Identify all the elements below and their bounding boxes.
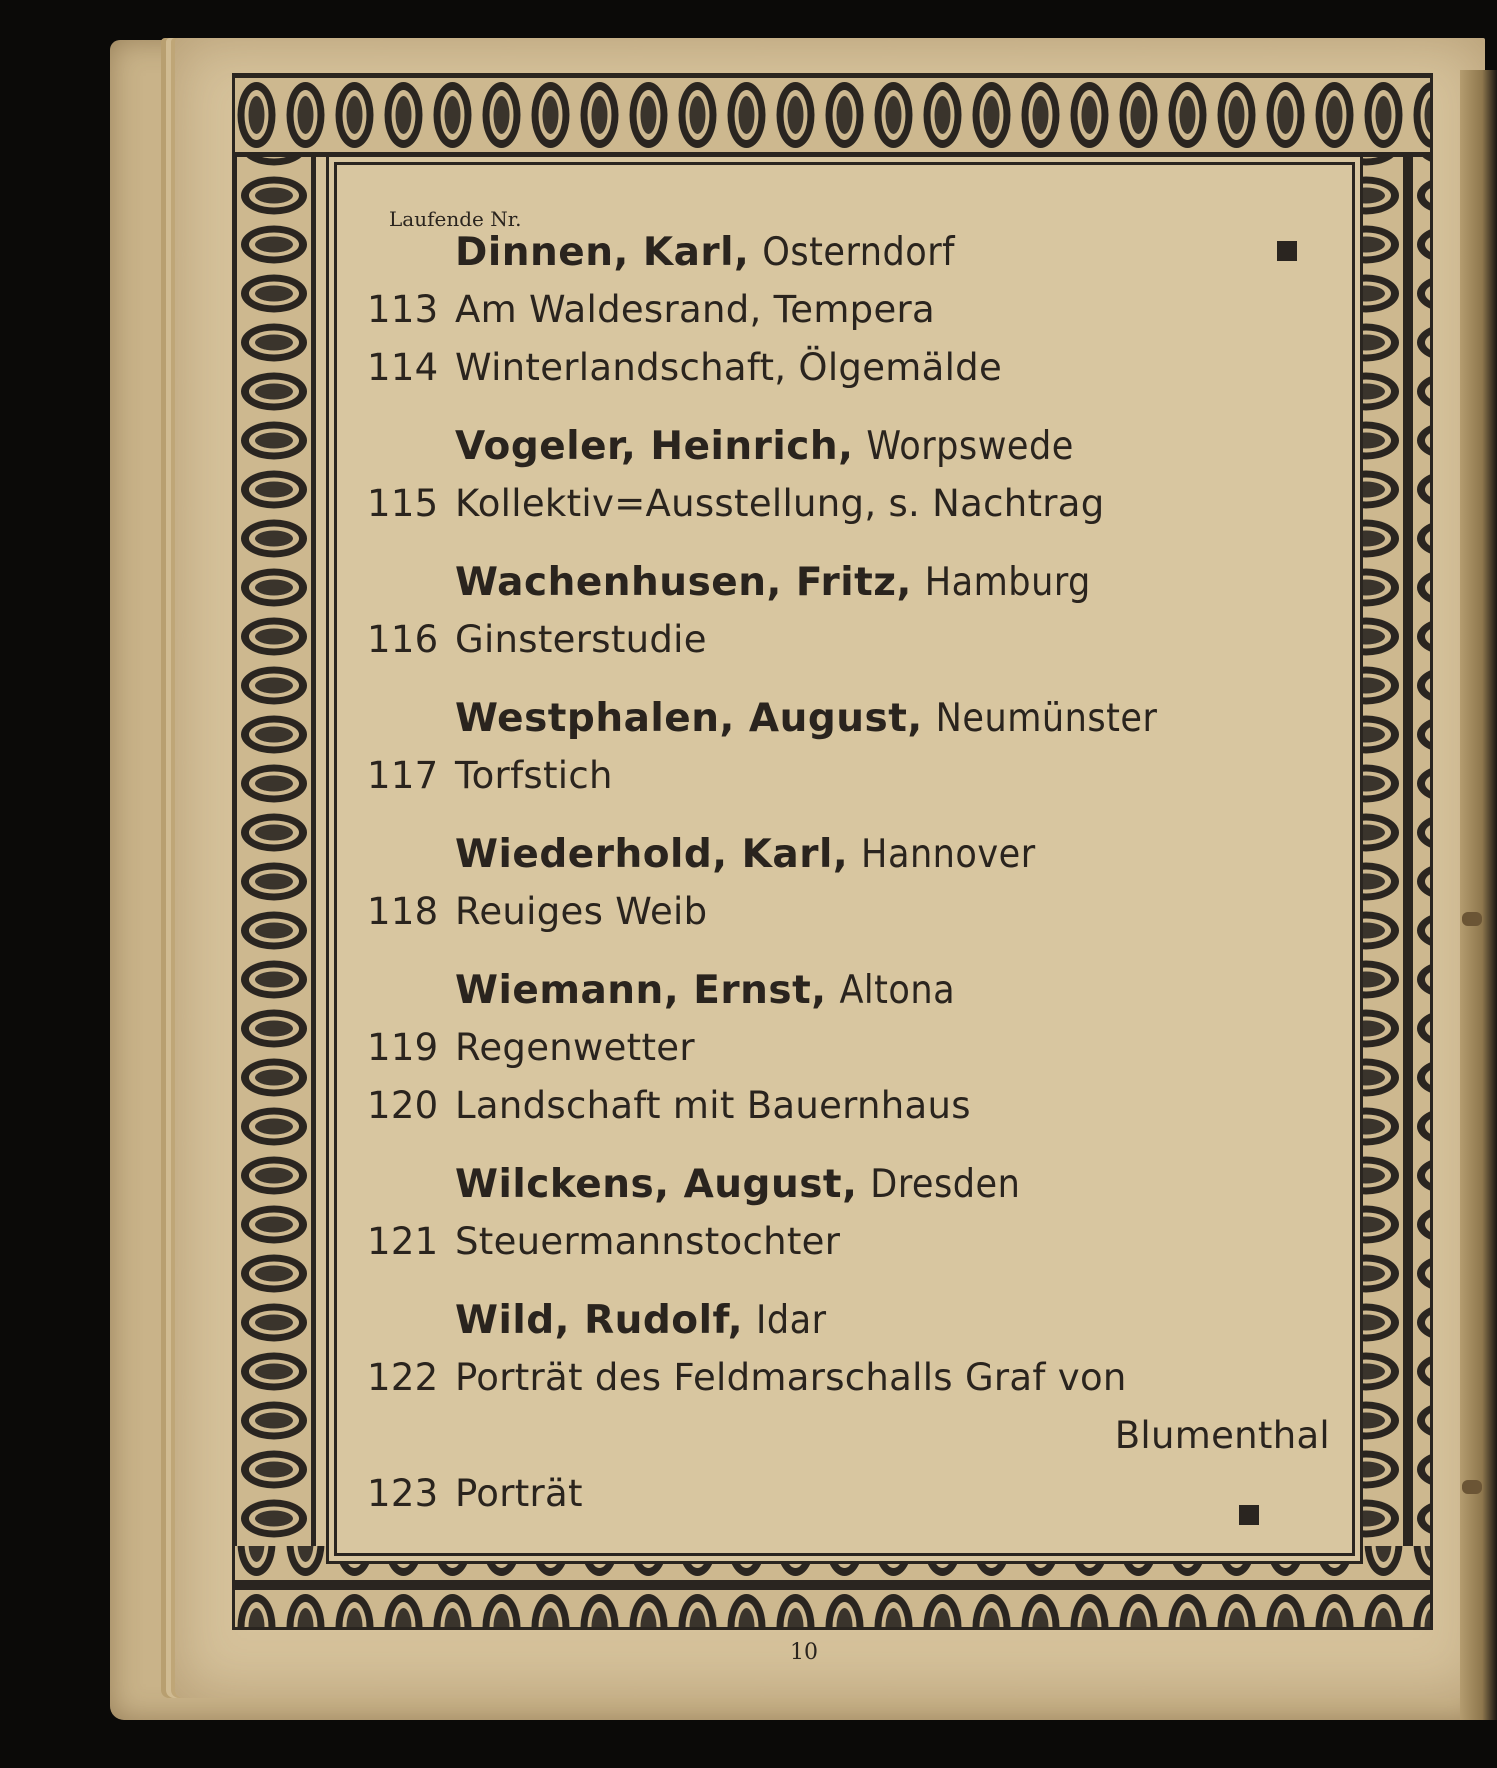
artist-heading: Wiederhold, Karl, Hannover (455, 832, 1036, 877)
list-item: 118 Reuiges Weib (367, 890, 708, 933)
artist-heading: Wiemann, Ernst, Altona (455, 968, 956, 1013)
catalogue-panel (334, 162, 1355, 1556)
list-item: 120 Landschaft mit Bauernhaus (367, 1084, 971, 1127)
list-item: 116 Ginsterstudie (367, 618, 707, 661)
catalogue-content (337, 165, 1352, 1553)
artist-heading: Dinnen, Karl, Osterndorf (455, 230, 955, 275)
artist-heading: Wachenhusen, Fritz, Hamburg (455, 560, 1091, 605)
title-continuation: Blumenthal (1114, 1414, 1330, 1457)
list-item: 123 Porträt (367, 1472, 583, 1515)
book-gutter (1460, 70, 1497, 1720)
artist-heading: Westphalen, August, Neumünster (455, 696, 1158, 741)
entry-list (337, 225, 1352, 1523)
list-item: 117 Torfstich (367, 754, 613, 797)
list-item: 119 Regenwetter (367, 1026, 695, 1069)
artist-heading: Wild, Rudolf, Idar (455, 1298, 827, 1343)
artist-heading: Wilckens, August, Dresden (455, 1162, 1021, 1207)
binding-stitch (1462, 912, 1482, 926)
binding-stitch (1462, 1480, 1482, 1494)
list-item: 121 Steuermannstochter (367, 1220, 841, 1263)
artist-heading: Vogeler, Heinrich, Worpswede (455, 424, 1074, 469)
running-number-label: Laufende Nr. (389, 207, 522, 231)
list-item: 114 Winterlandschaft, Ölgemälde (367, 346, 1003, 389)
list-item: 113 Am Waldesrand, Tempera (367, 288, 936, 331)
page-number: 10 (790, 1640, 818, 1665)
list-item: 115 Kollektiv=Ausstellung, s. Nachtrag (367, 482, 1105, 525)
list-item: 122 Porträt des Feldmarschalls Graf von Blumenthal (337, 1349, 1352, 1465)
